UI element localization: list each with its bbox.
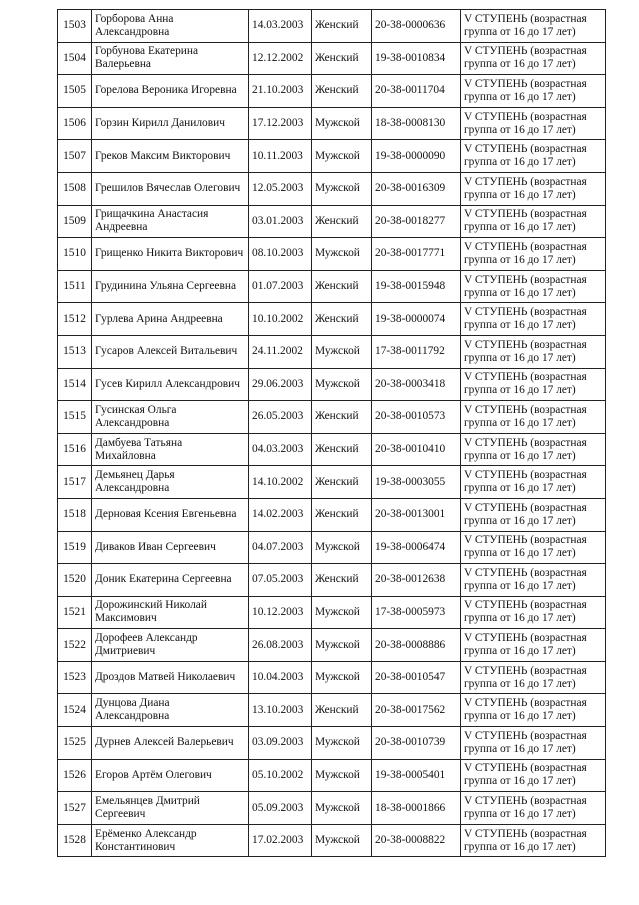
birth-date-cell: 07.05.2003 bbox=[249, 564, 312, 597]
full-name-cell: Дунцова Диана Александровна bbox=[92, 694, 249, 727]
gender-cell: Мужской bbox=[312, 238, 372, 271]
uin-code-cell: 20-38-0008886 bbox=[372, 629, 461, 662]
row-number-cell: 1519 bbox=[58, 531, 92, 564]
level-badge-cell: V СТУПЕНЬ (возрастная группа от 16 до 17 лет) bbox=[461, 238, 606, 271]
level-badge-cell: V СТУПЕНЬ (возрастная группа от 16 до 17 лет) bbox=[461, 335, 606, 368]
gender-cell: Мужской bbox=[312, 661, 372, 694]
table-row bbox=[58, 238, 606, 271]
row-number-cell: 1523 bbox=[58, 661, 92, 694]
full-name-cell: Гусаров Алексей Витальевич bbox=[92, 335, 249, 368]
level-badge-cell: V СТУПЕНЬ (возрастная группа от 16 до 17 лет) bbox=[461, 368, 606, 401]
full-name-cell: Гурлева Арина Андреевна bbox=[92, 303, 249, 336]
uin-code-cell: 20-38-0011704 bbox=[372, 75, 461, 108]
table-row bbox=[58, 335, 606, 368]
row-number-cell: 1506 bbox=[58, 107, 92, 140]
row-number-cell: 1512 bbox=[58, 303, 92, 336]
gender-cell: Мужской bbox=[312, 335, 372, 368]
gender-cell: Женский bbox=[312, 303, 372, 336]
gender-cell: Женский bbox=[312, 75, 372, 108]
full-name-cell: Дерновая Ксения Евгеньевна bbox=[92, 498, 249, 531]
table-row bbox=[58, 75, 606, 108]
uin-code-cell: 20-38-0016309 bbox=[372, 172, 461, 205]
birth-date-cell: 01.07.2003 bbox=[249, 270, 312, 303]
level-badge-cell: V СТУПЕНЬ (возрастная группа от 16 до 17 лет) bbox=[461, 107, 606, 140]
level-badge-cell: V СТУПЕНЬ (возрастная группа от 16 до 17 лет) bbox=[461, 42, 606, 75]
full-name-cell: Дурнев Алексей Валерьевич bbox=[92, 727, 249, 760]
birth-date-cell: 10.04.2003 bbox=[249, 661, 312, 694]
birth-date-cell: 14.02.2003 bbox=[249, 498, 312, 531]
uin-code-cell: 20-38-0010739 bbox=[372, 727, 461, 760]
row-number-cell: 1513 bbox=[58, 335, 92, 368]
table-row bbox=[58, 498, 606, 531]
full-name-cell: Горелова Вероника Игоревна bbox=[92, 75, 249, 108]
registry-table-body bbox=[58, 10, 606, 857]
row-number-cell: 1522 bbox=[58, 629, 92, 662]
uin-code-cell: 19-38-0010834 bbox=[372, 42, 461, 75]
uin-code-cell: 18-38-0008130 bbox=[372, 107, 461, 140]
level-badge-cell: V СТУПЕНЬ (возрастная группа от 16 до 17 лет) bbox=[461, 172, 606, 205]
gender-cell: Женский bbox=[312, 10, 372, 43]
birth-date-cell: 10.10.2002 bbox=[249, 303, 312, 336]
table-row bbox=[58, 531, 606, 564]
birth-date-cell: 17.02.2003 bbox=[249, 824, 312, 857]
gender-cell: Мужской bbox=[312, 172, 372, 205]
row-number-cell: 1508 bbox=[58, 172, 92, 205]
table-row bbox=[58, 694, 606, 727]
gender-cell: Женский bbox=[312, 270, 372, 303]
level-badge-cell: V СТУПЕНЬ (возрастная группа от 16 до 17 лет) bbox=[461, 661, 606, 694]
uin-code-cell: 20-38-0012638 bbox=[372, 564, 461, 597]
level-badge-cell: V СТУПЕНЬ (возрастная группа от 16 до 17 лет) bbox=[461, 466, 606, 499]
row-number-cell: 1504 bbox=[58, 42, 92, 75]
uin-code-cell: 19-38-0003055 bbox=[372, 466, 461, 499]
birth-date-cell: 14.03.2003 bbox=[249, 10, 312, 43]
birth-date-cell: 08.10.2003 bbox=[249, 238, 312, 271]
level-badge-cell: V СТУПЕНЬ (возрастная группа от 16 до 17 лет) bbox=[461, 759, 606, 792]
gender-cell: Мужской bbox=[312, 727, 372, 760]
full-name-cell: Грешилов Вячеслав Олегович bbox=[92, 172, 249, 205]
full-name-cell: Диваков Иван Сергеевич bbox=[92, 531, 249, 564]
row-number-cell: 1520 bbox=[58, 564, 92, 597]
table-row bbox=[58, 205, 606, 238]
level-badge-cell: V СТУПЕНЬ (возрастная группа от 16 до 17 лет) bbox=[461, 140, 606, 173]
level-badge-cell: V СТУПЕНЬ (возрастная группа от 16 до 17 лет) bbox=[461, 270, 606, 303]
uin-code-cell: 20-38-0017562 bbox=[372, 694, 461, 727]
full-name-cell: Горборова Анна Александровна bbox=[92, 10, 249, 43]
row-number-cell: 1503 bbox=[58, 10, 92, 43]
uin-code-cell: 20-38-0010410 bbox=[372, 433, 461, 466]
document-page bbox=[57, 9, 606, 857]
full-name-cell: Греков Максим Викторович bbox=[92, 140, 249, 173]
uin-code-cell: 20-38-0003418 bbox=[372, 368, 461, 401]
birth-date-cell: 29.06.2003 bbox=[249, 368, 312, 401]
gender-cell: Женский bbox=[312, 433, 372, 466]
birth-date-cell: 14.10.2002 bbox=[249, 466, 312, 499]
birth-date-cell: 21.10.2003 bbox=[249, 75, 312, 108]
full-name-cell: Дроздов Матвей Николаевич bbox=[92, 661, 249, 694]
row-number-cell: 1509 bbox=[58, 205, 92, 238]
gender-cell: Мужской bbox=[312, 824, 372, 857]
uin-code-cell: 19-38-0006474 bbox=[372, 531, 461, 564]
level-badge-cell: V СТУПЕНЬ (возрастная группа от 16 до 17 лет) bbox=[461, 824, 606, 857]
full-name-cell: Горзин Кирилл Данилович bbox=[92, 107, 249, 140]
table-row bbox=[58, 596, 606, 629]
table-row bbox=[58, 303, 606, 336]
table-row bbox=[58, 466, 606, 499]
level-badge-cell: V СТУПЕНЬ (возрастная группа от 16 до 17 лет) bbox=[461, 727, 606, 760]
registry-table bbox=[57, 9, 606, 857]
gender-cell: Женский bbox=[312, 498, 372, 531]
row-number-cell: 1510 bbox=[58, 238, 92, 271]
level-badge-cell: V СТУПЕНЬ (возрастная группа от 16 до 17 лет) bbox=[461, 596, 606, 629]
row-number-cell: 1526 bbox=[58, 759, 92, 792]
full-name-cell: Грудинина Ульяна Сергеевна bbox=[92, 270, 249, 303]
birth-date-cell: 03.01.2003 bbox=[249, 205, 312, 238]
table-row bbox=[58, 270, 606, 303]
row-number-cell: 1516 bbox=[58, 433, 92, 466]
full-name-cell: Грищачкина Анастасия Андреевна bbox=[92, 205, 249, 238]
level-badge-cell: V СТУПЕНЬ (возрастная группа от 16 до 17 лет) bbox=[461, 531, 606, 564]
table-row bbox=[58, 433, 606, 466]
uin-code-cell: 20-38-0017771 bbox=[372, 238, 461, 271]
full-name-cell: Гусев Кирилл Александрович bbox=[92, 368, 249, 401]
level-badge-cell: V СТУПЕНЬ (возрастная группа от 16 до 17 лет) bbox=[461, 694, 606, 727]
full-name-cell: Дорожинский Николай Максимович bbox=[92, 596, 249, 629]
row-number-cell: 1517 bbox=[58, 466, 92, 499]
full-name-cell: Грищенко Никита Викторович bbox=[92, 238, 249, 271]
full-name-cell: Дорофеев Александр Дмитриевич bbox=[92, 629, 249, 662]
uin-code-cell: 20-38-0013001 bbox=[372, 498, 461, 531]
birth-date-cell: 17.12.2003 bbox=[249, 107, 312, 140]
gender-cell: Мужской bbox=[312, 531, 372, 564]
row-number-cell: 1514 bbox=[58, 368, 92, 401]
row-number-cell: 1507 bbox=[58, 140, 92, 173]
birth-date-cell: 10.12.2003 bbox=[249, 596, 312, 629]
table-row bbox=[58, 42, 606, 75]
birth-date-cell: 10.11.2003 bbox=[249, 140, 312, 173]
birth-date-cell: 26.05.2003 bbox=[249, 401, 312, 434]
gender-cell: Мужской bbox=[312, 368, 372, 401]
table-row bbox=[58, 727, 606, 760]
birth-date-cell: 26.08.2003 bbox=[249, 629, 312, 662]
gender-cell: Мужской bbox=[312, 107, 372, 140]
full-name-cell: Ерёменко Александр Константинович bbox=[92, 824, 249, 857]
row-number-cell: 1518 bbox=[58, 498, 92, 531]
birth-date-cell: 04.07.2003 bbox=[249, 531, 312, 564]
uin-code-cell: 20-38-0010547 bbox=[372, 661, 461, 694]
gender-cell: Женский bbox=[312, 401, 372, 434]
table-row bbox=[58, 759, 606, 792]
table-row bbox=[58, 792, 606, 825]
gender-cell: Женский bbox=[312, 205, 372, 238]
full-name-cell: Емельянцев Дмитрий Сергеевич bbox=[92, 792, 249, 825]
uin-code-cell: 20-38-0018277 bbox=[372, 205, 461, 238]
uin-code-cell: 17-38-0005973 bbox=[372, 596, 461, 629]
row-number-cell: 1524 bbox=[58, 694, 92, 727]
table-row bbox=[58, 824, 606, 857]
row-number-cell: 1527 bbox=[58, 792, 92, 825]
level-badge-cell: V СТУПЕНЬ (возрастная группа от 16 до 17 лет) bbox=[461, 564, 606, 597]
table-row bbox=[58, 10, 606, 43]
row-number-cell: 1521 bbox=[58, 596, 92, 629]
birth-date-cell: 03.09.2003 bbox=[249, 727, 312, 760]
level-badge-cell: V СТУПЕНЬ (возрастная группа от 16 до 17 лет) bbox=[461, 629, 606, 662]
gender-cell: Женский bbox=[312, 564, 372, 597]
row-number-cell: 1515 bbox=[58, 401, 92, 434]
uin-code-cell: 20-38-0000636 bbox=[372, 10, 461, 43]
table-row bbox=[58, 401, 606, 434]
full-name-cell: Егоров Артём Олегович bbox=[92, 759, 249, 792]
full-name-cell: Дамбуева Татьяна Михайловна bbox=[92, 433, 249, 466]
birth-date-cell: 12.12.2002 bbox=[249, 42, 312, 75]
table-row bbox=[58, 661, 606, 694]
row-number-cell: 1511 bbox=[58, 270, 92, 303]
uin-code-cell: 20-38-0010573 bbox=[372, 401, 461, 434]
uin-code-cell: 19-38-0015948 bbox=[372, 270, 461, 303]
birth-date-cell: 13.10.2003 bbox=[249, 694, 312, 727]
full-name-cell: Доник Екатерина Сергеевна bbox=[92, 564, 249, 597]
uin-code-cell: 19-38-0000090 bbox=[372, 140, 461, 173]
table-row bbox=[58, 564, 606, 597]
birth-date-cell: 12.05.2003 bbox=[249, 172, 312, 205]
birth-date-cell: 05.10.2002 bbox=[249, 759, 312, 792]
table-row bbox=[58, 107, 606, 140]
birth-date-cell: 05.09.2003 bbox=[249, 792, 312, 825]
table-row bbox=[58, 629, 606, 662]
gender-cell: Мужской bbox=[312, 140, 372, 173]
level-badge-cell: V СТУПЕНЬ (возрастная группа от 16 до 17 лет) bbox=[461, 401, 606, 434]
uin-code-cell: 19-38-0000074 bbox=[372, 303, 461, 336]
gender-cell: Женский bbox=[312, 42, 372, 75]
full-name-cell: Демьянец Дарья Александровна bbox=[92, 466, 249, 499]
gender-cell: Мужской bbox=[312, 629, 372, 662]
row-number-cell: 1525 bbox=[58, 727, 92, 760]
row-number-cell: 1528 bbox=[58, 824, 92, 857]
table-row bbox=[58, 368, 606, 401]
gender-cell: Мужской bbox=[312, 792, 372, 825]
full-name-cell: Горбунова Екатерина Валерьевна bbox=[92, 42, 249, 75]
gender-cell: Женский bbox=[312, 466, 372, 499]
gender-cell: Мужской bbox=[312, 759, 372, 792]
level-badge-cell: V СТУПЕНЬ (возрастная группа от 16 до 17 лет) bbox=[461, 433, 606, 466]
uin-code-cell: 19-38-0005401 bbox=[372, 759, 461, 792]
birth-date-cell: 04.03.2003 bbox=[249, 433, 312, 466]
level-badge-cell: V СТУПЕНЬ (возрастная группа от 16 до 17 лет) bbox=[461, 303, 606, 336]
table-row bbox=[58, 140, 606, 173]
level-badge-cell: V СТУПЕНЬ (возрастная группа от 16 до 17 лет) bbox=[461, 498, 606, 531]
uin-code-cell: 20-38-0008822 bbox=[372, 824, 461, 857]
gender-cell: Женский bbox=[312, 694, 372, 727]
birth-date-cell: 24.11.2002 bbox=[249, 335, 312, 368]
level-badge-cell: V СТУПЕНЬ (возрастная группа от 16 до 17 лет) bbox=[461, 205, 606, 238]
level-badge-cell: V СТУПЕНЬ (возрастная группа от 16 до 17 лет) bbox=[461, 75, 606, 108]
level-badge-cell: V СТУПЕНЬ (возрастная группа от 16 до 17 лет) bbox=[461, 792, 606, 825]
level-badge-cell: V СТУПЕНЬ (возрастная группа от 16 до 17 лет) bbox=[461, 10, 606, 43]
row-number-cell: 1505 bbox=[58, 75, 92, 108]
uin-code-cell: 18-38-0001866 bbox=[372, 792, 461, 825]
full-name-cell: Гусинская Ольга Александровна bbox=[92, 401, 249, 434]
gender-cell: Мужской bbox=[312, 596, 372, 629]
uin-code-cell: 17-38-0011792 bbox=[372, 335, 461, 368]
table-row bbox=[58, 172, 606, 205]
